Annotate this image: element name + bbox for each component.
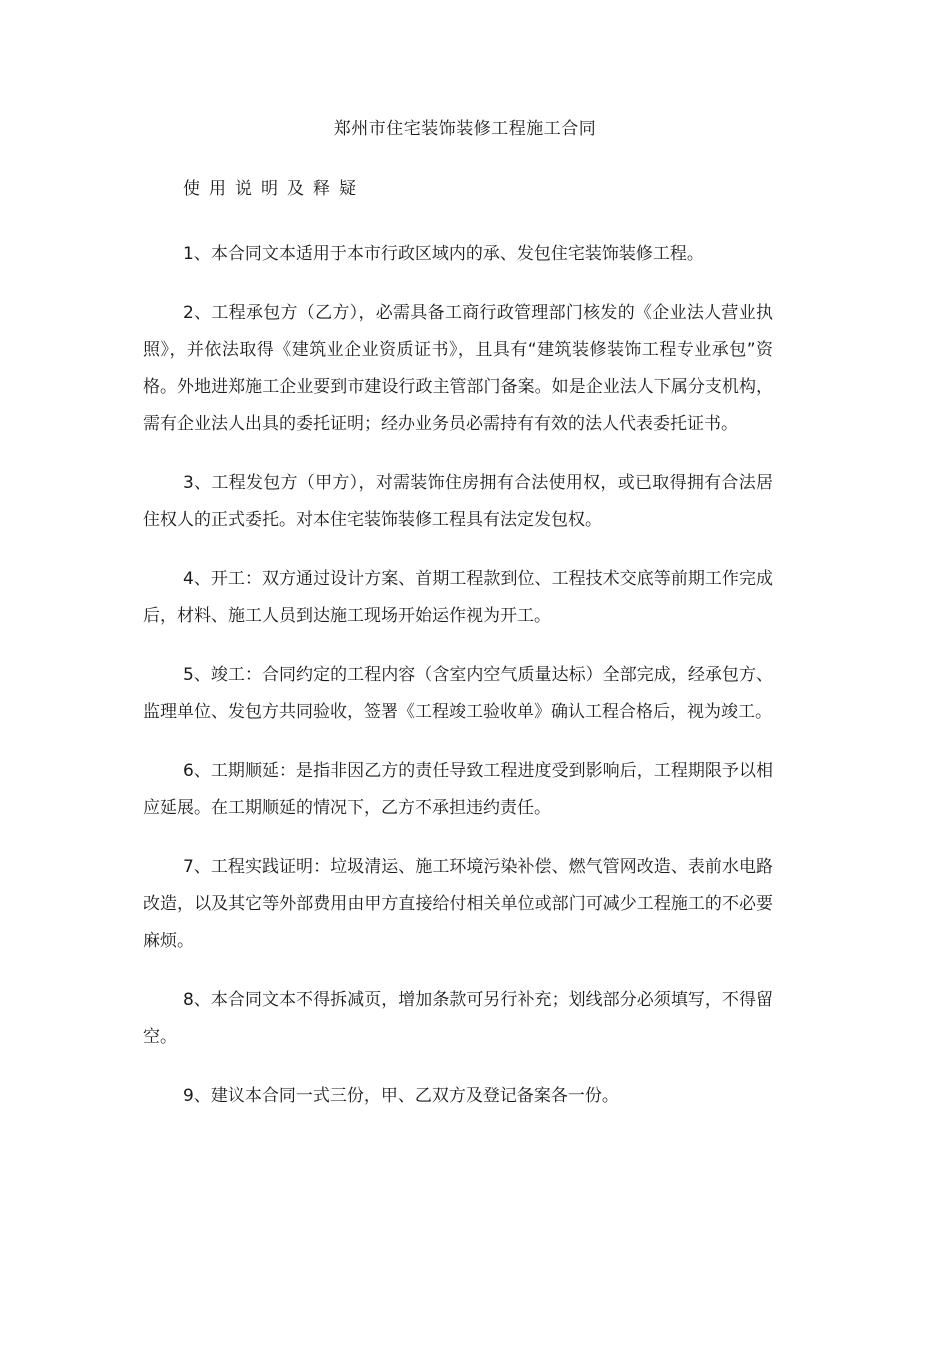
- clause-3: 3、工程发包方（甲方），对需装饰住房拥有合法使用权，或已取得拥有合法居住权人的正式委托。对本住宅装饰装修工程具有法定发包权。: [143, 473, 773, 530]
- clause-4: 4、开工：双方通过设计方案、首期工程款到位、工程技术交底等前期工作完成后，材料、施工人员到达施工现场开始运作视为开工。: [143, 569, 773, 626]
- clause-8: 8、本合同文本不得拆减页，增加条款可另行补充；划线部分必须填写，不得留空。: [143, 990, 773, 1047]
- document-title: 郑州市住宅装饰装修工程施工合同: [333, 119, 597, 139]
- section-subtitle: 使用说明及释疑: [183, 179, 365, 199]
- clause-5: 5、竣工：合同约定的工程内容（含室内空气质量达标）全部完成，经承包方、监理单位、发包方共同验收，签署《工程竣工验收单》确认工程合格后，视为竣工。: [143, 665, 773, 722]
- clause-2: 2、工程承包方（乙方），必需具备工商行政管理部门核发的《企业法人营业执照》，并依法取得《建筑业企业资质证书》，且具有“建筑装修装饰工程专业承包”资格。外地进郑施工企业要到市建设行政主管部门备案。如是企业法人下属分支机构，需有企业法人出具的委托证明；经办业务员必需持有有效的法人代表委托证书。: [143, 303, 773, 434]
- clause-1: 1、本合同文本适用于本市行政区域内的承、发包住宅装饰装修工程。: [183, 244, 704, 264]
- clause-6: 6、工期顺延：是指非因乙方的责任导致工程进度受到影响后，工程期限予以相应延展。在工期顺延的情况下，乙方不承担违约责任。: [143, 761, 773, 818]
- clause-list: [143, 236, 773, 1115]
- clause-9: 9、建议本合同一式三份，甲、乙双方及登记备案各一份。: [183, 1086, 619, 1106]
- clause-7: 7、工程实践证明：垃圾清运、施工环境污染补偿、燃气管网改造、表前水电路改造，以及其它等外部费用由甲方直接给付相关单位或部门可减少工程施工的不必要麻烦。: [143, 857, 773, 951]
